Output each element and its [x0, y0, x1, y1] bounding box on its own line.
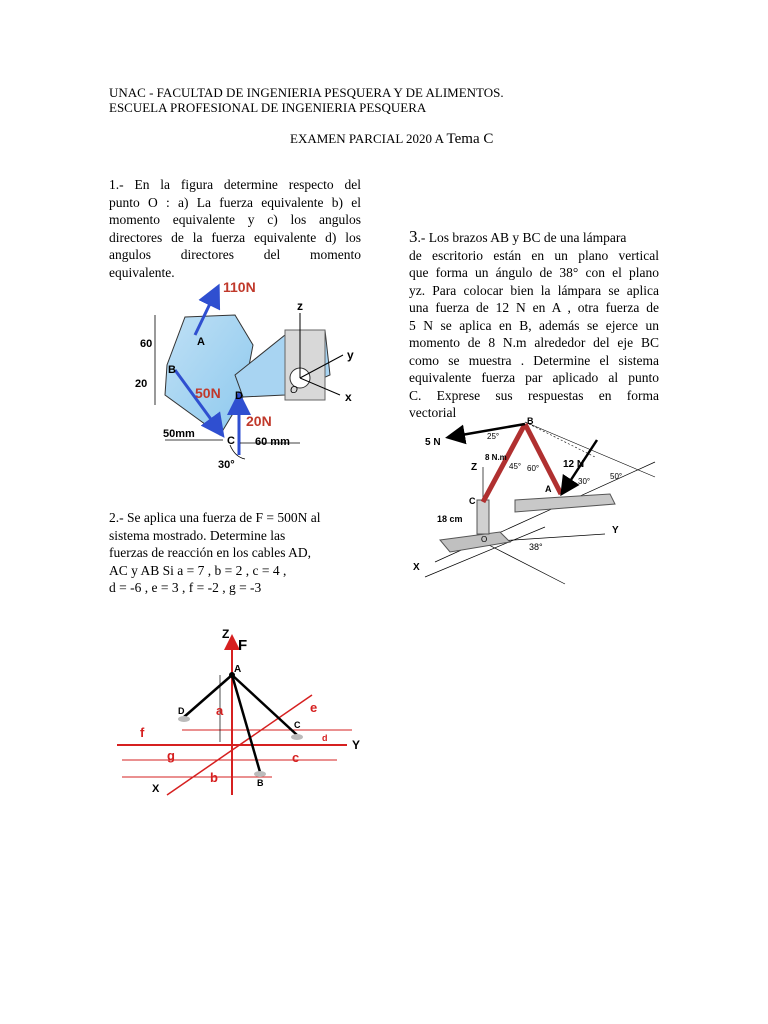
moment-8-label: 8 N.m — [485, 453, 507, 462]
point-a-label: A — [545, 484, 552, 494]
point-b-label: B — [168, 364, 176, 376]
label-a: a — [216, 703, 224, 718]
problem-3-line: momento de 8 N.m alrededor del eje BC — [409, 335, 659, 350]
exam-name: EXAMEN PARCIAL 2020 A — [290, 131, 444, 146]
problem-3-line: 5 N se aplica en B, además se ejerce un — [409, 317, 659, 333]
problem-1-line: momento equivalente y c) los angulos — [109, 212, 361, 227]
dim-50mm-label: 50mm — [163, 428, 195, 440]
angle-60-label: 60° — [527, 464, 540, 473]
point-a-label: A — [234, 664, 242, 675]
axis-y-label: Y — [612, 525, 619, 536]
problem-2-line: 2.- Se aplica una fuerza de F = 500N al — [109, 510, 321, 525]
problem-3-first-line — [409, 228, 659, 247]
label-d: d — [322, 733, 328, 743]
point-d-label: D — [235, 390, 243, 402]
problem-1-line: directores de la fuerza equivalente d) los — [109, 229, 361, 245]
angle-50-label: 50° — [610, 472, 623, 481]
problem-3-figure — [405, 412, 665, 592]
problem-3-line: una fuerza de 12 N en A , otra fuerza de — [409, 300, 659, 315]
problem-2-line: fuerzas de reacción en los cables AD, — [109, 545, 312, 560]
problem-3-text — [409, 228, 659, 422]
axis-x-label: X — [152, 783, 160, 795]
force-12-label: 12 N — [563, 459, 585, 470]
point-d-label: D — [178, 706, 185, 716]
header-line-1: UNAC - FACULTAD DE INGENIERIA PESQUERA Y DE ALIMENTOS. — [109, 85, 504, 100]
dim-60-label: 60 — [140, 338, 153, 350]
force-f-label: F — [238, 637, 248, 654]
axis-x-label: x — [345, 390, 352, 404]
problem-1-line: angulos directores del momento — [109, 247, 361, 262]
label-g: g — [167, 748, 175, 763]
force-50-label: 50N — [195, 385, 221, 401]
problem-3-first-line-rest: .- Los brazos AB y BC de una lámpara — [417, 230, 627, 245]
point-o-label: O — [481, 535, 488, 544]
arm-ab — [525, 424, 561, 494]
problem-2-line: d = -6 , e = 3 , f = -2 , g = -3 — [109, 580, 262, 595]
angle-30-label: 30° — [578, 477, 591, 486]
problem-3-line: que forma un ángulo de 38° con el plano — [409, 265, 659, 280]
lamp-base — [440, 532, 510, 552]
problem-3-line: como se muestra . Determine el sistema — [409, 352, 659, 368]
dim-20-label: 20 — [135, 378, 148, 390]
problem-1-line: equivalente. — [109, 264, 175, 280]
label-b: b — [210, 770, 218, 785]
problem-1-text — [109, 176, 361, 281]
dim-60mm-label: 60 mm — [255, 436, 290, 448]
angle-45-label: 45° — [509, 462, 522, 471]
point-c-label: C — [294, 720, 301, 730]
problem-3-line: vectorial — [409, 405, 457, 420]
problem-1-line: punto O : a) La fuerza equivalente b) el — [109, 194, 361, 210]
axis-z-label: Z — [222, 627, 230, 641]
problem-1-figure — [135, 275, 375, 475]
axis-x-label: X — [413, 562, 420, 573]
axis-y-label: Y — [352, 738, 361, 752]
point-b-label: B — [527, 416, 534, 426]
problem-2-line: AC y AB Si a = 7 , b = 2 , c = 4 , — [109, 562, 287, 578]
label-e: e — [310, 700, 318, 715]
point-o-label: O — [290, 385, 298, 396]
problem-3-number: 3 — [409, 227, 418, 246]
angle-25-label: 25° — [487, 432, 500, 441]
point-b-label: B — [257, 778, 264, 788]
lamp-post — [477, 500, 489, 534]
problem-2-text — [109, 509, 369, 597]
label-c: c — [292, 750, 300, 765]
problem-2-line: sistema mostrado. Determine las — [109, 527, 286, 543]
label-f: f — [140, 725, 145, 740]
exam-tema: Tema C — [446, 131, 494, 147]
force-110-label: 110N — [223, 279, 256, 295]
dim-18cm-label: 18 cm — [437, 514, 463, 524]
problem-3-line: C. Exprese sus respuestas en forma — [409, 387, 659, 403]
axis-z-label: Z — [471, 462, 478, 473]
force-20-label: 20N — [246, 413, 272, 429]
header — [109, 85, 504, 115]
problem-3-line: equivalente fuerza par aplicado al punto — [409, 370, 659, 385]
point-c-label: C — [227, 435, 235, 447]
axis-z-label: z — [297, 299, 303, 313]
problem-3-line: yz. Para colocar bien la lámpara se aplica — [409, 282, 659, 298]
problem-2-figure — [112, 620, 367, 800]
force-5-label: 5 N — [425, 437, 441, 448]
problem-1-line: 1.- En la figura determine respecto del — [109, 177, 361, 192]
point-a-label: A — [197, 336, 205, 348]
angle-30-label: 30° — [218, 459, 235, 471]
exam-title — [290, 131, 493, 148]
header-line-2: ESCUELA PROFESIONAL DE INGENIERIA PESQUERA — [109, 100, 427, 115]
axis-y-label: y — [347, 348, 354, 362]
point-c-label: C — [469, 496, 476, 506]
problem-3-line: de escritorio están en un plano vertical — [409, 247, 659, 263]
angle-38-label: 38° — [529, 542, 543, 552]
lamp-shade — [515, 494, 615, 512]
